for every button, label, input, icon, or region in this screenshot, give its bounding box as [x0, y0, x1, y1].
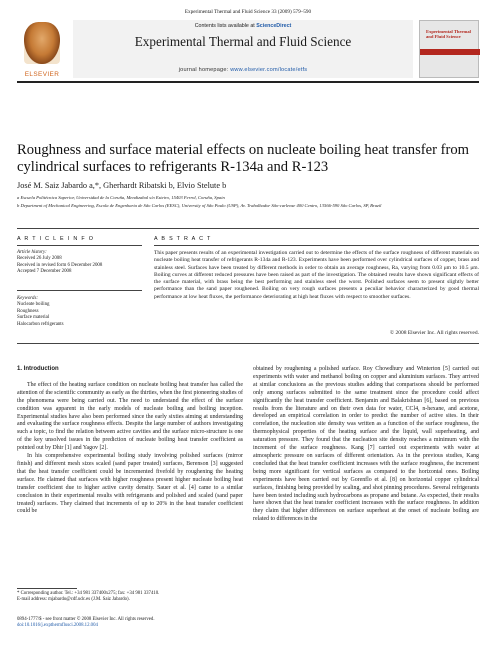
affiliation-a: a Escuela Politécnica Superior, Universidad de la Coruña, Mendizabal s/n Esteiro, 15403 Ferrol, Coruña, Spain: [17, 195, 225, 200]
abstract-copyright: © 2008 Elsevier Inc. All rights reserved.: [389, 330, 479, 336]
article-title: Roughness and surface material effects on nucleate boiling heat transfer from cylindrical surfaces to refrigerants R-134a and R-123: [17, 142, 469, 175]
journal-title: Experimental Thermal and Fluid Science: [134, 34, 352, 49]
intro-paragraph-1: The effect of the heating surface condition on nucleate boiling heat transfer has called the attention of the scientific community as early as the thirties, when the first pioneering studies of the phenomena were being carried out. The need to understand the effect of the surface condition was apparent in the early models of nucleate boiling and boiling inception. Experimental studies have also been performed since the early sixties aiming at understanding and evaluating the surface roughness effects. Despite the large number of authors investigating such a topic, to find the relation between active cavities and the surface micro-structure is one of the key unsolved issues in the prediction of nucleate boiling heat transfer coefficient as pointed out by Dhir [1] and Yagov [2].: [17, 381, 243, 452]
journal-cover-thumbnail: [419, 20, 479, 78]
cover-title: Experimental Thermal and Fluid Science: [426, 29, 471, 40]
keywords-rule: [17, 290, 142, 291]
history-heading: Article history:: [17, 250, 47, 255]
elsevier-logo: [17, 20, 67, 78]
author-email: E-mail address: mjabardo@cdf.udc.es (J.M. Saiz Jabardo).: [17, 597, 130, 603]
masthead-banner: [73, 20, 413, 78]
corresponding-author: * Corresponding author. Tel.: +34 981 337400x275; fax: +34 981 337410.: [17, 591, 160, 596]
history-accepted: Accepted 7 December 2008: [17, 269, 72, 275]
footnote-divider: [17, 588, 77, 589]
left-column: [17, 366, 243, 516]
article-info-rule: [17, 245, 142, 246]
issn-line: 0894-1777/$ - see front matter © 2008 Elsevier Inc. All rights reserved.: [17, 617, 155, 622]
author-list: José M. Saiz Jabardo a,*, Gherhardt Ribatski b, Elvio Stelute b: [17, 181, 227, 190]
journal-reference: Experimental Thermal and Fluid Science 33 (2009) 579–590: [184, 9, 312, 15]
intro-paragraph-continued: obtained by roughening a polished surface. Roy Chowdhury and Winterton [5] carried out experiments with water and methanol boiling on copper and aluminium surfaces. They arrived at similar conclusions as the previous studies adding that comparisons should be performed only among surfaces submitted to the same treatment since the procedure could affect significantly the heat transfer coefficient. Benjamin and Balakrishnan [6], based on previous results from the literature and on their own data for water, CCl4, n-hexane, and acetone, developed an empirical correlation in order to predict the number of active sites. In their correlation, the nucleation site density was written as a function of the surface roughness, the thermophysical properties of the heating surface and the liquid, wall superheating, and saturation pressure. They found that the nucleation site density reaches a minimum with the increment of the surface roughness. Kang [7] carried out experiments with water at atmospheric pressure on surfaces of different orientation. As in the previous studies, Kang concluded that the heat transfer coefficient increases with the surface roughness, the increment being more significant for vertical surfaces as compared to the horizontal ones. Boiling experiments have been carried out by Gorenflo et al. [8] on horizontal copper cylindrical surfaces, finishing being provided by scaling, and shot pinning procedures. Several refrigerants have been tested including such hydrocarbons as propane and butane. As expected, their results have shown that the heat transfer coefficient increases with the surface roughness. In addition they claim that higher differences on surface superheat at the onset of nucleate boiling are related to differences in the: [253, 366, 479, 523]
abstract-rule: [154, 245, 479, 246]
article-info-label: A R T I C L E I N F O: [17, 236, 95, 242]
publication-info: [17, 617, 243, 629]
corresponding-author-footnote: [17, 591, 243, 603]
keywords-heading: Keywords:: [17, 296, 39, 301]
contents-prefix: Contents lists available at: [194, 23, 257, 29]
header-divider: [17, 228, 479, 229]
journal-homepage: [73, 67, 413, 73]
homepage-prefix: journal homepage:: [178, 67, 231, 73]
affiliation-b: b Department of Mechanical Engineering, Escola de Engenharia de São Carlos (EESC), University of São Paulo (USP), Av. Trabalhador São-carlense 400 Centro, 13566-590 São Carlos, SP, Brazil: [17, 203, 382, 208]
masthead-divider: [17, 81, 479, 83]
elsevier-tree-icon: [24, 22, 60, 64]
right-column: [253, 366, 479, 524]
doi-link[interactable]: doi:10.1016/j.expthermflusci.2008.12.004: [17, 623, 98, 629]
keyword-item: Roughness: [17, 308, 39, 314]
history-received: Received 26 July 2008: [17, 256, 62, 262]
abstract-bottom-rule: [17, 343, 479, 344]
abstract-text: This paper presents results of an experimental investigation carried out to determine the effects of the surface roughness of different materials on nucleate boiling heat transfer of refrigerants R-134a and R-123. Experiments have been performed over cylindrical surfaces of copper, brass and stainless steel. Surfaces have been treated by different methods in order to obtain an average roughness, Ra, varying from 0.03 μm to 10.5 μm. Boiling curves at different reduced pressures have been raised as part of the investigation. The obtained results have shown significant effects of the surface material, with brass being the best performing and stainless steel the worst. Polished surfaces seem to present slightly better performance than the sand paper roughened. Boiling on very rough surfaces presents a peculiar behavior characterized by good thermal performance at low heat fluxes, the performance deteriorating at high heat fluxes with respect to smoother surfaces.: [154, 250, 479, 300]
section-heading-introduction: 1. Introduction: [17, 366, 59, 372]
keyword-item: Halocarbon refrigerants: [17, 321, 64, 327]
keyword-item: Surface material: [17, 315, 50, 321]
journal-masthead: [17, 20, 479, 82]
sciencedirect-link[interactable]: ScienceDirect: [256, 23, 292, 29]
homepage-link[interactable]: www.elsevier.com/locate/etfs: [230, 67, 308, 73]
keywords-block: [17, 296, 142, 328]
keyword-item: Nucleate boiling: [17, 302, 50, 308]
history-revised: Received in revised form 6 December 2008: [17, 262, 103, 268]
elsevier-wordmark: ELSEVIER: [24, 71, 60, 78]
contents-line: [73, 23, 413, 29]
intro-paragraph-2: In his comprehensive experimental boiling study involving polished surfaces (mirror finish) and different mesh sizes scaled (sand paper treated) surfaces, Berenson [3] suggested that the heat transfer coefficient could be incremented fivefold by roughening the heating surface. He claimed that surfaces with higher roughness present higher nucleate boiling heat transfer coefficient due to higher active cavity density. Sauer et al. [4] came to a similar conclusion in their experimental results with refrigerants and polished and scaled (sand paper treated) surfaces. They claimed that increments of up to 20% in the heat transfer coefficient could be: [17, 453, 243, 515]
abstract-label: A B S T R A C T: [154, 236, 212, 242]
article-history: [17, 250, 142, 276]
cover-band: [420, 49, 480, 55]
